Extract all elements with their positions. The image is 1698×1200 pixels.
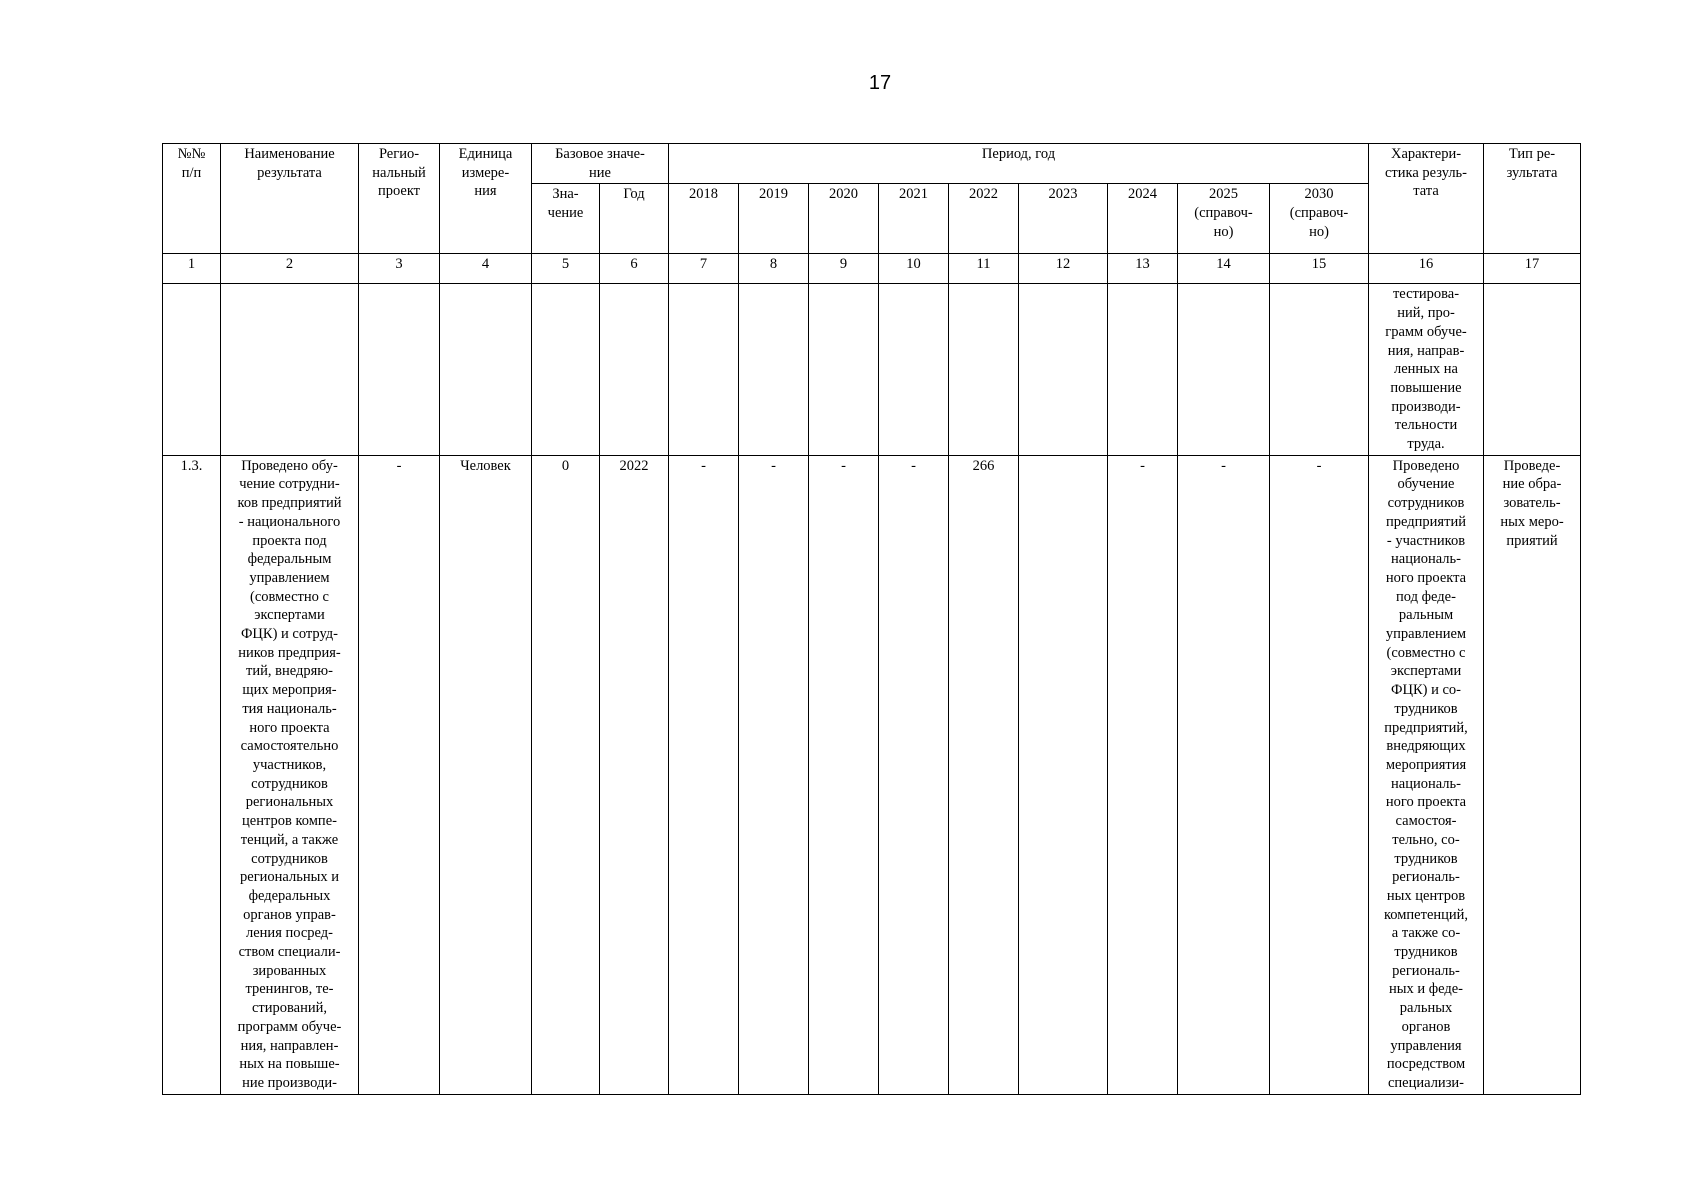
- column-number: 1: [163, 254, 221, 284]
- year-value: -: [739, 455, 809, 1094]
- header-unit: Единица измере- ния: [440, 144, 532, 254]
- header-result-type: Тип ре- зультата: [1484, 144, 1581, 254]
- year-value: -: [1178, 455, 1270, 1094]
- table-row: [163, 284, 1581, 455]
- base-value: 0: [532, 455, 600, 1094]
- column-number: 9: [809, 254, 879, 284]
- column-number: 6: [600, 254, 669, 284]
- column-number: 10: [879, 254, 949, 284]
- header-year-2025: 2025 (справоч- но): [1178, 184, 1270, 254]
- header-year-2022: 2022: [949, 184, 1019, 254]
- column-number: 8: [739, 254, 809, 284]
- year-value: [1019, 284, 1108, 455]
- result-type: [1484, 284, 1581, 455]
- column-number: 4: [440, 254, 532, 284]
- result-characteristic: Проведено обучение сотрудников предприятий - участников националь- ного проекта под феде- ральным управлением (совместно с экспертами ФЦК) и со- трудников предприятий, внедряющих мероприятия националь- ного проекта самостоя- тельно, со- трудников региональ- ных центров компетенций, а также со- трудников региональ- ных и феде- ральных органов управления посредством специализи-: [1369, 455, 1484, 1094]
- header-base-val: Зна- чение: [532, 184, 600, 254]
- year-value: [1108, 284, 1178, 455]
- year-value: [809, 284, 879, 455]
- unit: Человек: [440, 455, 532, 1094]
- header-year-2019: 2019: [739, 184, 809, 254]
- header-number: №№ п/п: [163, 144, 221, 254]
- column-number: 13: [1108, 254, 1178, 284]
- base-year: 2022: [600, 455, 669, 1094]
- year-value: -: [1108, 455, 1178, 1094]
- header-regional-project: Регио- нальный проект: [359, 144, 440, 254]
- header-period: Период, год: [669, 144, 1369, 184]
- column-number: 14: [1178, 254, 1270, 284]
- header-year-2018: 2018: [669, 184, 739, 254]
- unit: [440, 284, 532, 455]
- year-value: [1178, 284, 1270, 455]
- results-table: [162, 143, 1581, 1095]
- header-year-2021: 2021: [879, 184, 949, 254]
- header-year-2023: 2023: [1019, 184, 1108, 254]
- year-value: [669, 284, 739, 455]
- column-number: 12: [1019, 254, 1108, 284]
- header-row-1: [163, 144, 1581, 184]
- column-number-row: [163, 254, 1581, 284]
- year-value: [949, 284, 1019, 455]
- header-characteristic: Характери- стика резуль- тата: [1369, 144, 1484, 254]
- header-year-2020: 2020: [809, 184, 879, 254]
- regional-project: -: [359, 455, 440, 1094]
- year-value: [879, 284, 949, 455]
- base-year: [600, 284, 669, 455]
- result-name: [221, 284, 359, 455]
- column-number: 5: [532, 254, 600, 284]
- table-row: [163, 455, 1581, 1094]
- header-year-2030: 2030 (справоч- но): [1270, 184, 1369, 254]
- column-number: 11: [949, 254, 1019, 284]
- year-value: [739, 284, 809, 455]
- result-type: Проведе- ние обра- зователь- ных меро- приятий: [1484, 455, 1581, 1094]
- column-number: 3: [359, 254, 440, 284]
- year-value: -: [809, 455, 879, 1094]
- year-value: -: [669, 455, 739, 1094]
- row-number: [163, 284, 221, 455]
- header-base-year: Год: [600, 184, 669, 254]
- result-name: Проведено обу- чение сотрудни- ков предприятий - национального проекта под федеральным управлением (совместно с экспертами ФЦК) и сотруд- ников предприя- тий, внедряю- щих мероприя- тия националь- ного проекта самостоятельно участников, сотрудников региональных центров компе- тенций, а также сотрудников региональных и федеральных органов управ- ления посред- ством специали- зированных тренингов, те- стирований, программ обуче- ния, направлен- ных на повыше- ние производи-: [221, 455, 359, 1094]
- column-number: 15: [1270, 254, 1369, 284]
- year-value: [1270, 284, 1369, 455]
- header-result-name: Наименование результата: [221, 144, 359, 254]
- header-base-value: Базовое значе- ние: [532, 144, 669, 184]
- year-value: 266: [949, 455, 1019, 1094]
- base-value: [532, 284, 600, 455]
- page-number: 17: [868, 72, 892, 94]
- year-value: [1019, 455, 1108, 1094]
- column-number: 16: [1369, 254, 1484, 284]
- column-number: 17: [1484, 254, 1581, 284]
- header-year-2024: 2024: [1108, 184, 1178, 254]
- year-value: -: [1270, 455, 1369, 1094]
- regional-project: [359, 284, 440, 455]
- result-characteristic: тестирова- ний, про- грамм обуче- ния, направ- ленных на повышение производи- тельности труда.: [1369, 284, 1484, 455]
- row-number: 1.3.: [163, 455, 221, 1094]
- column-number: 2: [221, 254, 359, 284]
- column-number: 7: [669, 254, 739, 284]
- year-value: -: [879, 455, 949, 1094]
